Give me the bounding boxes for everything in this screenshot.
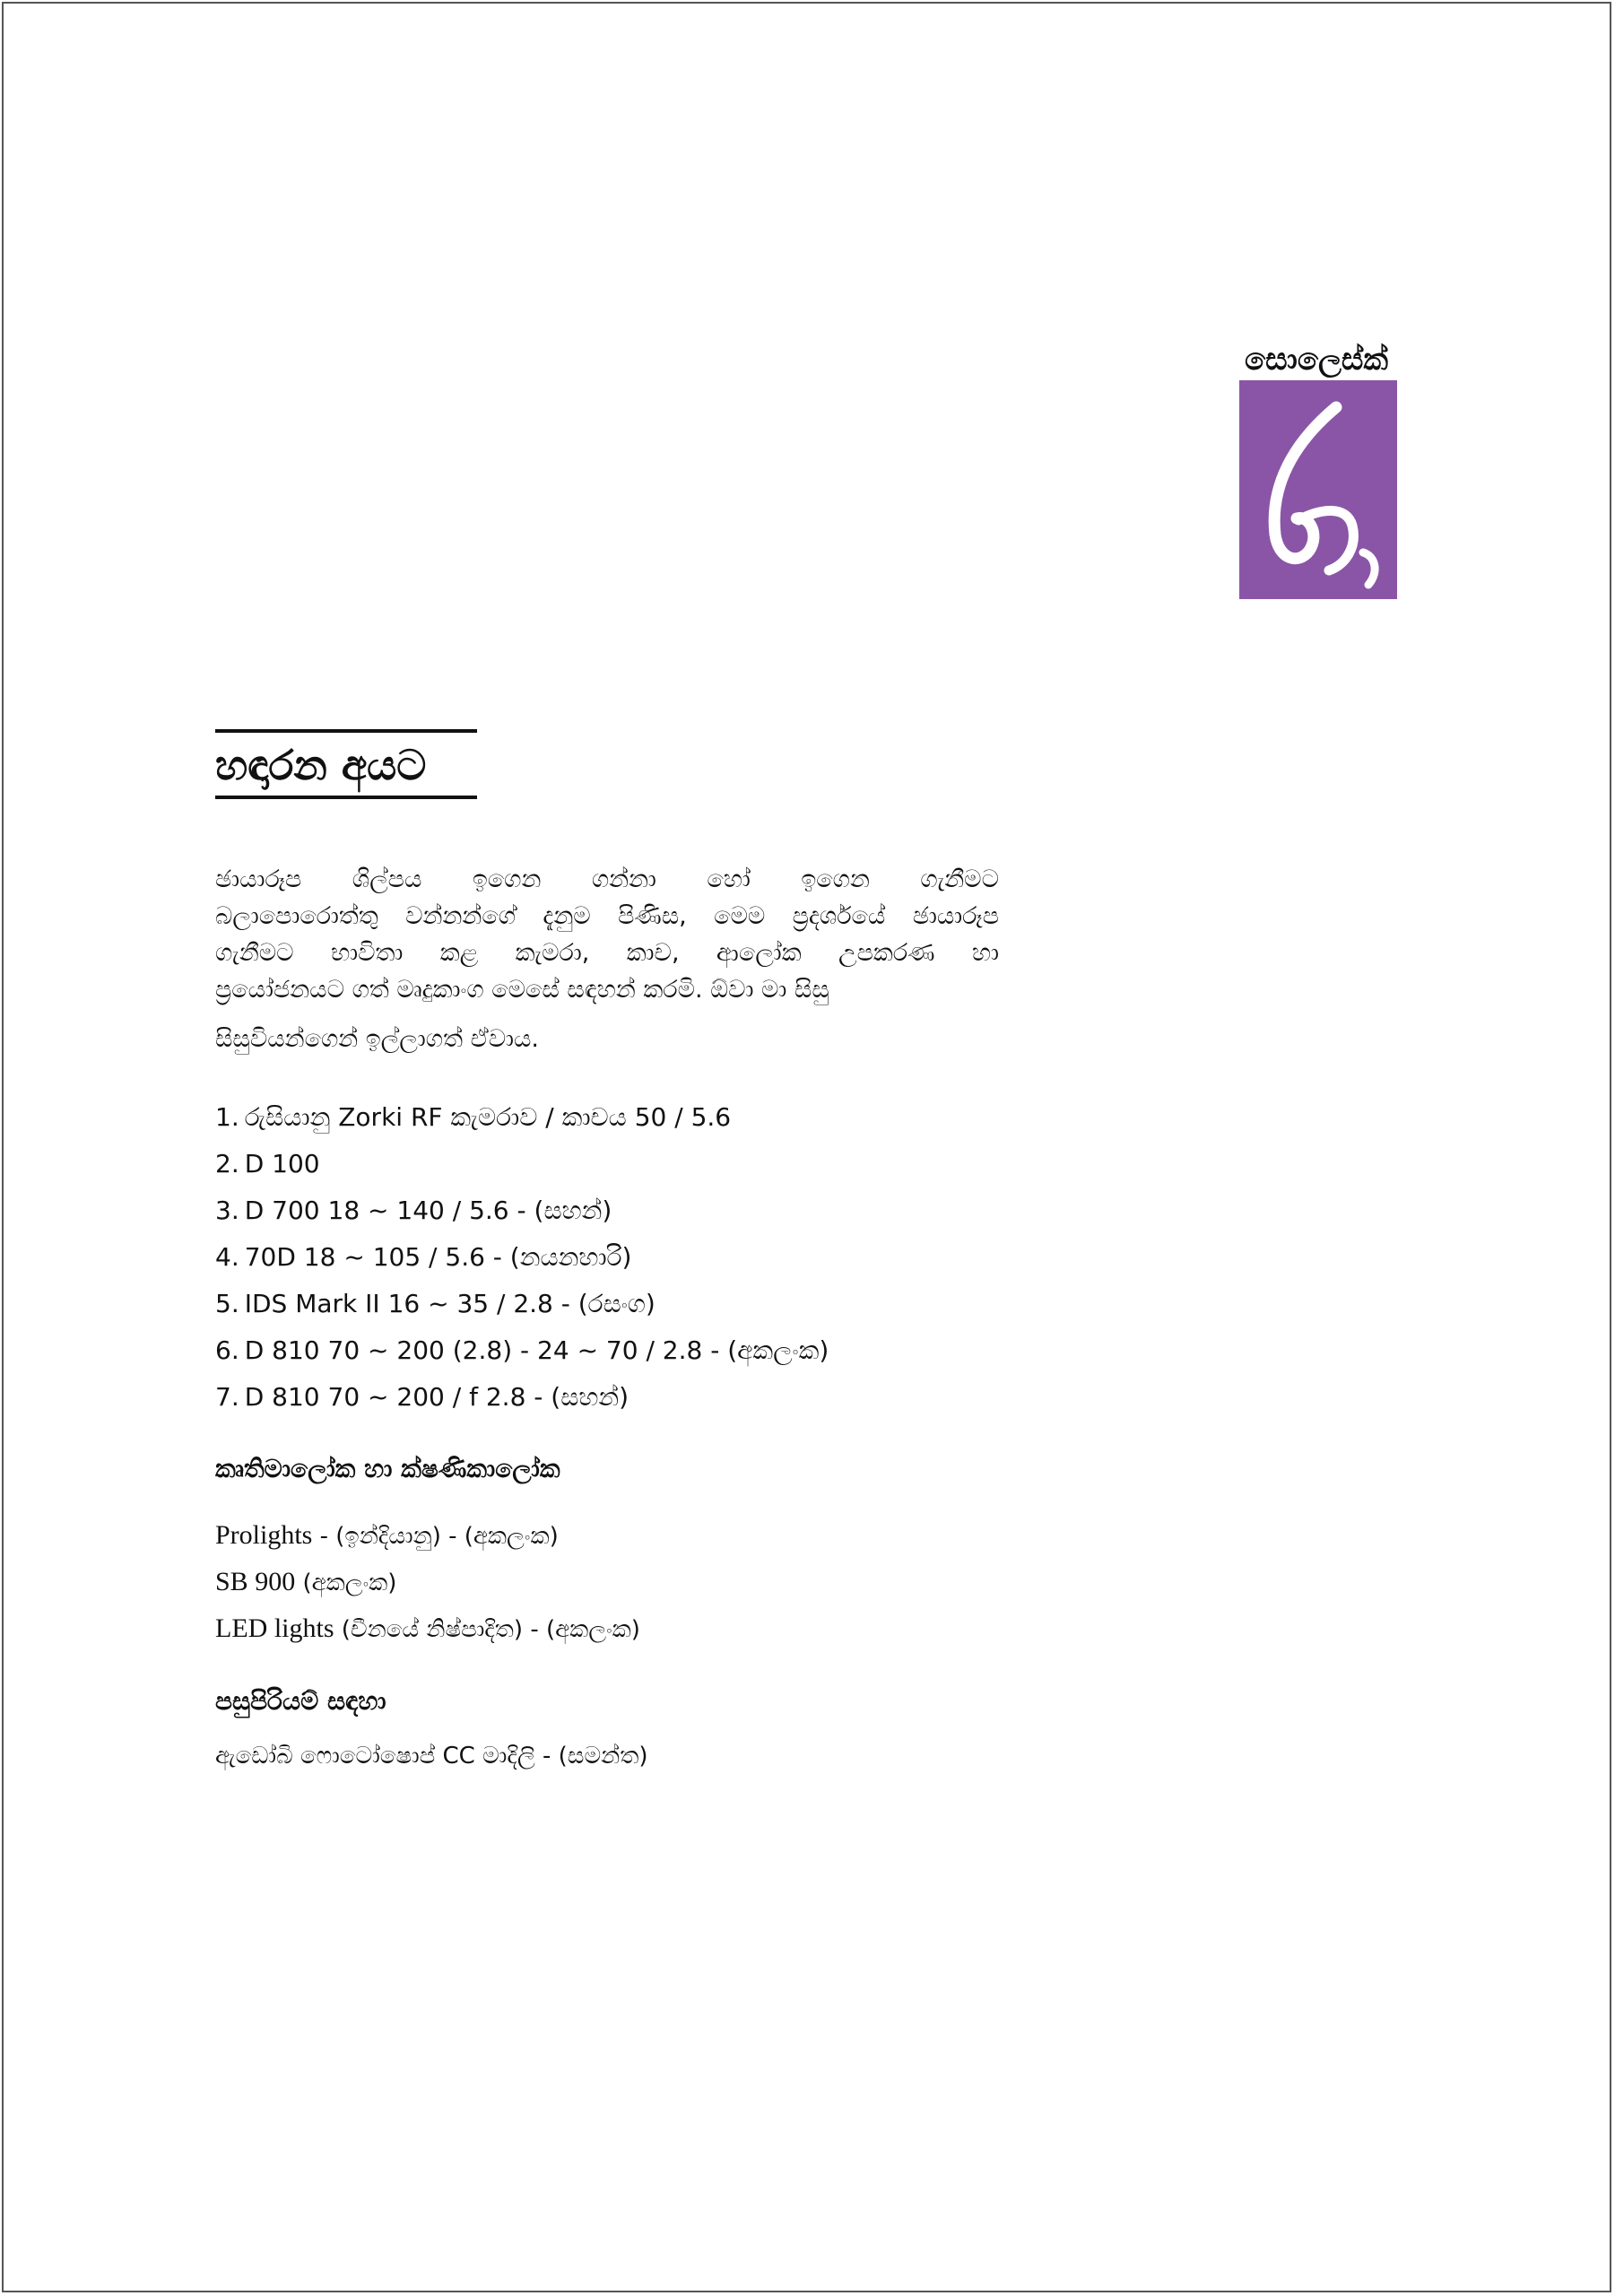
- section-heading: [215, 729, 477, 799]
- list-item: [215, 1333, 829, 1379]
- item-note: මාදිලි - (සමන්ත): [474, 1743, 648, 1770]
- list-number: 4.: [215, 1242, 239, 1272]
- intro-line: ඡායාරූප ශිල්පය ඉගෙන ගන්නා හෝ ඉගෙන ගැනීමට: [215, 865, 999, 893]
- list-text: D 810 70 ~ 200 (2.8) - 24 ~ 70 / 2.8 - (අකලංක): [244, 1335, 829, 1365]
- list-number: 5.: [215, 1289, 239, 1318]
- list-item: [215, 1286, 829, 1333]
- section-heading-text: හඳාරන අයට: [215, 741, 427, 789]
- list-item: [215, 1193, 829, 1239]
- equipment-list: [215, 1100, 829, 1426]
- list-text: D 100: [244, 1149, 320, 1178]
- list-item: [215, 1379, 829, 1426]
- list-item: [215, 1611, 640, 1657]
- list-text: රුසියානු Zorki RF කැමරාව / කාචය 50 / 5.6: [244, 1102, 732, 1132]
- list-item: [215, 1518, 640, 1564]
- item-name: Prolights: [215, 1520, 313, 1550]
- intro-line: ගැනීමට භාවිතා කළ කැමරා, කාච, ආලෝක උපකරණ හා: [215, 939, 999, 967]
- list-item: [215, 1564, 640, 1611]
- postprocessing-subheading: පසුපිරියම් සඳහා: [215, 1686, 386, 1716]
- logo: [1236, 339, 1397, 380]
- lighting-list: [215, 1518, 640, 1657]
- list-item: [215, 1146, 829, 1193]
- item-note: (චීනයේ නිෂ්පාදිත) - (අකලංක): [334, 1616, 640, 1643]
- intro-line: බලාපොරොත්තු වන්නන්ගේ දැනුම පිණිස, මෙම ප්‍රදර්ශයේ ඡායාරූප: [215, 902, 999, 930]
- list-item: [215, 1239, 829, 1286]
- intro-paragraph: [215, 861, 999, 1057]
- item-note: - (ඉන්දියානු) - (අකලංක): [312, 1523, 559, 1550]
- lighting-subheading: කෘතිමාලෝක හා ක්ෂණිකාලෝක: [215, 1454, 560, 1483]
- list-text: IDS Mark II 16 ~ 35 / 2.8 - (රසංග): [244, 1289, 656, 1318]
- list-number: 6.: [215, 1335, 239, 1365]
- logo-text: සොලෙස්ක්: [1245, 342, 1388, 378]
- list-text: D 700 18 ~ 140 / 5.6 - (සහන්): [244, 1196, 612, 1225]
- list-number: 1.: [215, 1102, 239, 1132]
- item-name: ඇඩෝබි ෆොටෝෂොප් CC: [215, 1743, 475, 1770]
- list-text: D 810 70 ~ 200 / f 2.8 - (සහන්): [244, 1382, 630, 1412]
- item-note: (අකලංක): [295, 1570, 397, 1596]
- list-number: 3.: [215, 1196, 239, 1225]
- list-item: [215, 1100, 829, 1146]
- list-number: 2.: [215, 1149, 239, 1178]
- item-name: LED lights: [215, 1613, 334, 1643]
- list-item: [215, 1737, 648, 1784]
- intro-line: සිසුවියන්ගෙන් ඉල්ලාගත් ඒවාය.: [215, 1025, 540, 1053]
- logo-emblem: [1239, 380, 1397, 599]
- logo-glyph-icon: [1239, 380, 1397, 599]
- postprocessing-list: [215, 1737, 648, 1784]
- item-name: SB 900: [215, 1567, 296, 1596]
- list-number: 7.: [215, 1382, 239, 1412]
- list-text: 70D 18 ~ 105 / 5.6 - (නයනහාරි): [244, 1242, 632, 1272]
- intro-line: ප්‍රයෝජනයට ගත් මෘදුකාංග මෙසේ සඳහන් කරමි. ඕවා මා සිසු: [215, 976, 829, 1004]
